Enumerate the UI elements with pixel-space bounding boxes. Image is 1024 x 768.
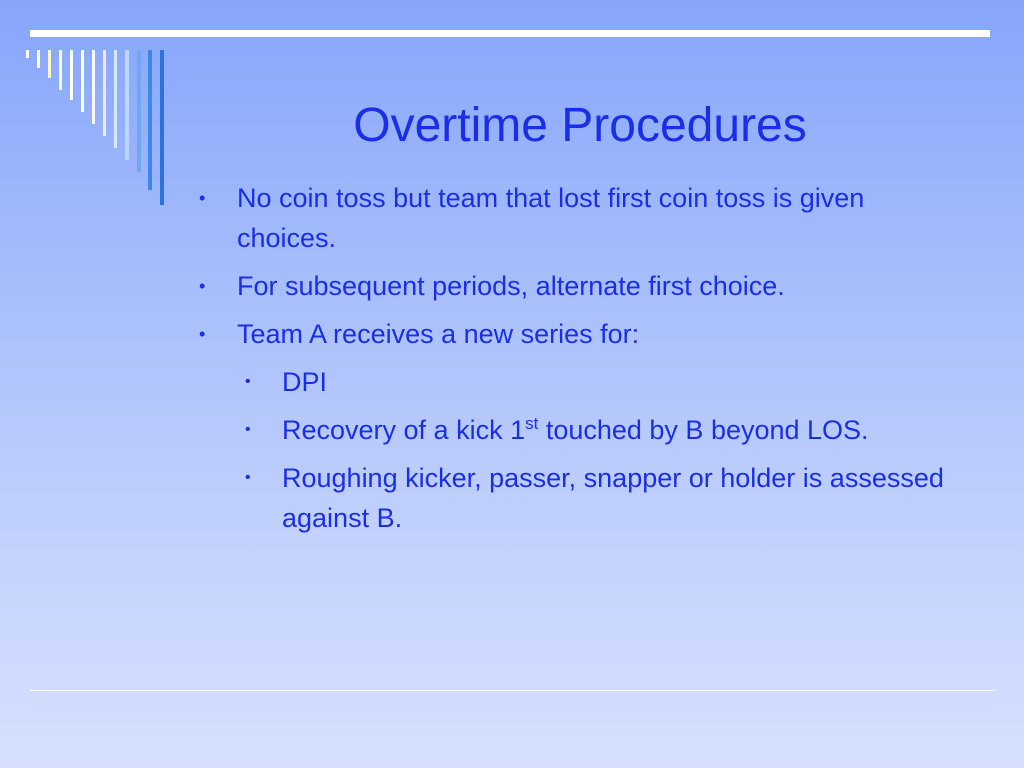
- stripe: [92, 50, 95, 124]
- sub-bullet-text-after: touched by B beyond LOS.: [538, 415, 869, 445]
- decorative-stripes: [26, 50, 171, 210]
- sub-bullet-item: [245, 458, 956, 538]
- stripe: [70, 50, 73, 100]
- sub-bullet-text: DPI: [282, 367, 328, 397]
- stripe: [160, 50, 164, 205]
- bullet-text: No coin toss but team that lost first coin toss is given choices.: [237, 183, 865, 253]
- stripe: [148, 50, 152, 190]
- bullet-text: Team A receives a new series for:: [237, 319, 640, 349]
- sub-bullet-text: Roughing kicker, passer, snapper or holder is assessed against B.: [282, 463, 944, 533]
- bullet-text: For subsequent periods, alternate first choice.: [237, 271, 785, 301]
- bullet-marker: •: [199, 188, 206, 208]
- stripe: [26, 50, 29, 58]
- sub-bullet-text: [282, 415, 869, 445]
- stripe: [125, 50, 129, 160]
- stripe: [114, 50, 117, 148]
- bottom-rule: [30, 690, 995, 691]
- bullet-item: [196, 314, 956, 354]
- bullet-item: [196, 266, 956, 306]
- bullet-marker: •: [245, 469, 251, 486]
- stripe: [59, 50, 62, 90]
- top-rule: [30, 30, 990, 37]
- sub-bullet-text-before: Recovery of a kick 1: [282, 415, 526, 445]
- slide-title: Overtime Procedures: [353, 99, 807, 152]
- bullet-marker: •: [245, 373, 251, 390]
- stripe: [48, 50, 51, 78]
- sub-bullet-item: [245, 410, 956, 450]
- ordinal-superscript: st: [525, 414, 539, 433]
- stripe: [103, 50, 106, 136]
- bullet-item: [196, 178, 956, 258]
- bullet-marker: •: [245, 421, 251, 438]
- stripe: [137, 50, 141, 172]
- bullet-marker: •: [199, 324, 206, 344]
- sub-bullet-item: [245, 362, 956, 402]
- bullet-list: [196, 178, 956, 546]
- bullet-marker: •: [199, 276, 206, 296]
- stripe: [81, 50, 84, 112]
- stripe: [37, 50, 40, 68]
